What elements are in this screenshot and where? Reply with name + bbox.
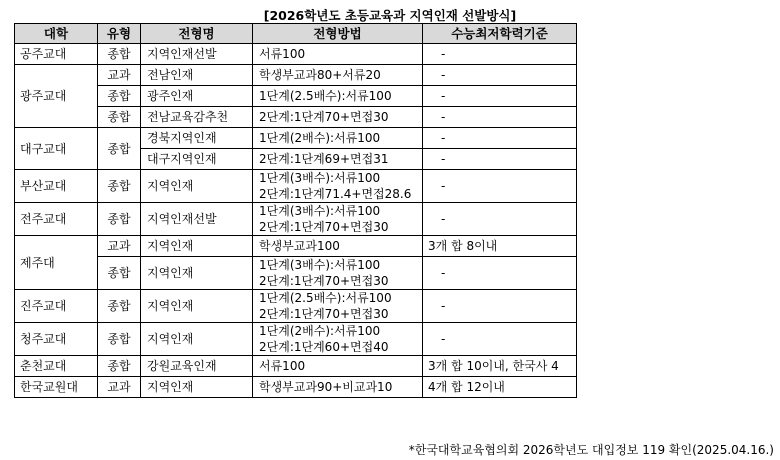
header-name: 전형명 <box>141 24 253 44</box>
min-cell: - <box>423 323 577 356</box>
min-cell: - <box>423 107 577 128</box>
type-cell: 종합 <box>98 44 141 65</box>
type-cell: 종합 <box>98 86 141 107</box>
name-cell: 지역인재 <box>141 290 253 323</box>
header-row <box>15 24 577 44</box>
min-cell: 4개 합 12이내 <box>423 377 577 398</box>
method-line: 2단계:1단계60+면접40 <box>259 340 389 354</box>
type-cell: 교과 <box>98 65 141 86</box>
method-cell <box>253 170 423 203</box>
univ-cell: 공주교대 <box>15 44 98 65</box>
method-line: 2단계:1단계70+면접30 <box>259 220 389 234</box>
method-cell <box>253 323 423 356</box>
table-row <box>15 356 577 377</box>
table-row <box>15 44 577 65</box>
table-row <box>15 65 577 86</box>
univ-cell: 제주대 <box>15 236 98 290</box>
name-cell: 전남교육감추천 <box>141 107 253 128</box>
method-line: 1단계(2.5배수):서류100 <box>259 291 392 305</box>
method-line: 1단계(3배수):서류100 <box>259 258 381 272</box>
type-cell: 종합 <box>98 290 141 323</box>
method-cell: 2단계:1단계69+면접31 <box>253 149 423 170</box>
header-type: 유형 <box>98 24 141 44</box>
type-cell: 종합 <box>98 323 141 356</box>
univ-cell: 부산교대 <box>15 170 98 203</box>
type-cell: 종합 <box>98 257 141 290</box>
header-univ: 대학 <box>15 24 98 44</box>
type-cell: 종합 <box>98 107 141 128</box>
type-cell: 종합 <box>98 356 141 377</box>
name-cell: 지역인재 <box>141 236 253 257</box>
method-cell: 1단계(2배수):서류100 <box>253 128 423 149</box>
table-row <box>15 170 577 203</box>
admission-table <box>14 23 577 398</box>
name-cell: 강원교육인재 <box>141 356 253 377</box>
source-footnote: *한국대학교육협의회 2026학년도 대입정보 119 확인(2025.04.16.) <box>408 443 774 457</box>
min-cell: - <box>423 170 577 203</box>
method-line: 1단계(3배수):서류100 <box>259 171 381 185</box>
name-cell: 경북지역인재 <box>141 128 253 149</box>
method-cell: 학생부교과90+비교과10 <box>253 377 423 398</box>
univ-cell: 춘천교대 <box>15 356 98 377</box>
univ-cell: 진주교대 <box>15 290 98 323</box>
name-cell: 지역인재선발 <box>141 44 253 65</box>
method-line: 1단계(2배수):서류100 <box>259 324 381 338</box>
method-cell: 1단계(2.5배수):서류100 <box>253 86 423 107</box>
univ-cell: 광주교대 <box>15 65 98 128</box>
method-line: 2단계:1단계70+면접30 <box>259 274 389 288</box>
min-cell: 3개 합 10이내, 한국사 4 <box>423 356 577 377</box>
method-line: 2단계:1단계70+면접30 <box>259 307 389 321</box>
table-row <box>15 107 577 128</box>
name-cell: 지역인재 <box>141 170 253 203</box>
type-cell: 교과 <box>98 236 141 257</box>
method-cell: 2단계:1단계70+면접30 <box>253 107 423 128</box>
univ-cell: 전주교대 <box>15 203 98 236</box>
table-row <box>15 203 577 236</box>
name-cell: 전남인재 <box>141 65 253 86</box>
table-title: [2026학년도 초등교육과 지역인재 선발방식] <box>263 8 517 23</box>
type-cell: 교과 <box>98 377 141 398</box>
min-cell: - <box>423 203 577 236</box>
method-cell: 서류100 <box>253 44 423 65</box>
method-line: 1단계(3배수):서류100 <box>259 204 381 218</box>
univ-cell: 대구교대 <box>15 128 98 170</box>
min-cell: - <box>423 65 577 86</box>
table-row <box>15 86 577 107</box>
min-cell: - <box>423 257 577 290</box>
name-cell: 지역인재 <box>141 323 253 356</box>
method-cell <box>253 203 423 236</box>
name-cell: 광주인재 <box>141 86 253 107</box>
table-row <box>15 128 577 149</box>
name-cell: 지역인재 <box>141 377 253 398</box>
method-cell: 학생부교과100 <box>253 236 423 257</box>
table-row <box>15 257 577 290</box>
univ-cell: 청주교대 <box>15 323 98 356</box>
method-cell <box>253 290 423 323</box>
min-cell: 3개 합 8이내 <box>423 236 577 257</box>
table-row <box>15 236 577 257</box>
table-row <box>15 377 577 398</box>
header-method: 전형방법 <box>253 24 423 44</box>
header-min: 수능최저학력기준 <box>423 24 577 44</box>
min-cell: - <box>423 149 577 170</box>
method-cell: 서류100 <box>253 356 423 377</box>
method-line: 2단계:1단계71.4+면접28.6 <box>259 187 412 201</box>
type-cell: 종합 <box>98 170 141 203</box>
method-cell: 학생부교과80+서류20 <box>253 65 423 86</box>
table-row <box>15 323 577 356</box>
min-cell: - <box>423 290 577 323</box>
min-cell: - <box>423 128 577 149</box>
min-cell: - <box>423 44 577 65</box>
min-cell: - <box>423 86 577 107</box>
type-cell: 종합 <box>98 203 141 236</box>
type-cell: 종합 <box>98 128 141 170</box>
name-cell: 지역인재 <box>141 257 253 290</box>
table-row <box>15 290 577 323</box>
method-cell <box>253 257 423 290</box>
univ-cell: 한국교원대 <box>15 377 98 398</box>
name-cell: 대구지역인재 <box>141 149 253 170</box>
name-cell: 지역인재선발 <box>141 203 253 236</box>
